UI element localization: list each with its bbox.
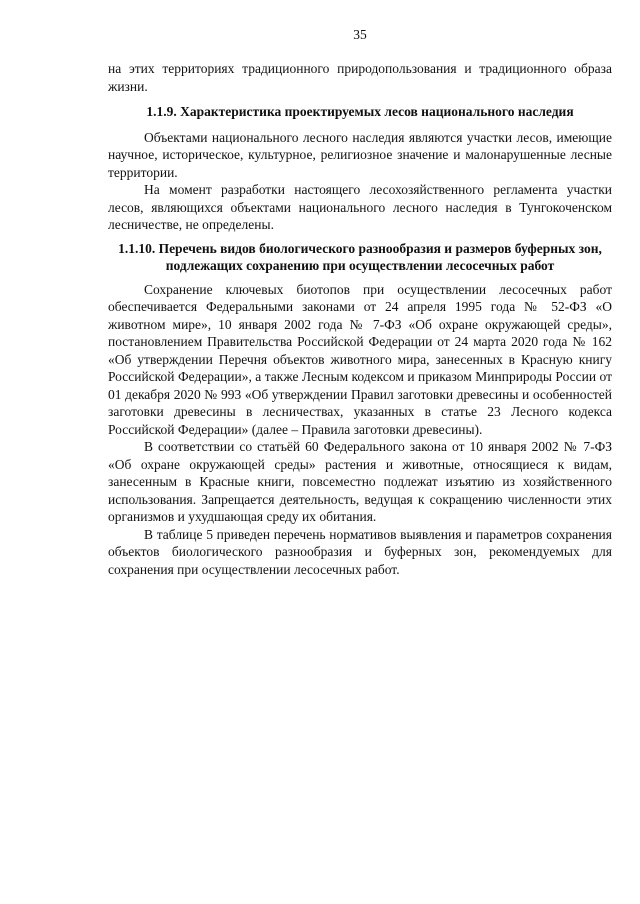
section-1-1-10-paragraph-3: В таблице 5 приведен перечень нормативов выявления и параметров сохранения объектов биологического разнообразия и буферных зон, рекомендуемых для сохранения при осуществлении лесосечных работ. bbox=[108, 526, 612, 577]
intro-paragraph: на этих территориях традиционного природопользования и традиционного образа жизни. bbox=[108, 61, 612, 94]
section-1-1-9-paragraph-1: Объектами национального лесного наследия являются участки лесов, имеющие научное, историческое, культурное, религиозное значение и малонарушенные лесные территории. bbox=[108, 129, 612, 180]
section-1-1-10-paragraph-1: Сохранение ключевых биотопов при осуществлении лесосечных работ обеспечивается Федеральными законами от 24 апреля 1995 года № 52-ФЗ «О животном мире», 10 января 2002 года № 7-ФЗ «Об охране окружающей среды», постановлением Правительства Российской Федерации от 24 марта 2020 года № 162 «Об утверждении Перечня объектов животного мира, занесенных в Красную книгу Российской Федерации», а также Лесным кодексом и приказом Минприроды России от 01 декабря 2020 № 993 «Об утверждении Правил заготовки древесины и особенностей заготовки древесины в лесничествах, указанных в статье 23 Лесного кодекса Российской Федерации» (далее – Правила заготовки древесины). bbox=[108, 281, 612, 437]
page-number: 35 bbox=[353, 27, 367, 42]
section-heading-1-1-10: 1.1.10. Перечень видов биологического разнообразия и размеров буферных зон, подлежащих сохранению при осуществлении лесосечных работ bbox=[118, 240, 602, 273]
document-page bbox=[108, 26, 612, 578]
section-heading-1-1-9: 1.1.9. Характеристика проектируемых лесов национального наследия bbox=[146, 104, 574, 119]
section-1-1-9-paragraph-2: На момент разработки настоящего лесохозяйственного регламента участки лесов, являющихся объектами национального лесного наследия в Тунгокоченском лесничестве, не определены. bbox=[108, 182, 612, 232]
section-1-1-10-paragraph-2: В соответствии со статьёй 60 Федерального закона от 10 января 2002 № 7-ФЗ «Об охране окружающей среды» растения и животные, относящиеся к видам, занесенным в Красные книги, повсеместно подлежат изъятию из хозяйственного использования. Запрещается деятельность, ведущая к сокращению численности этих организмов и ухудшающая среду их обитания. bbox=[108, 439, 612, 524]
